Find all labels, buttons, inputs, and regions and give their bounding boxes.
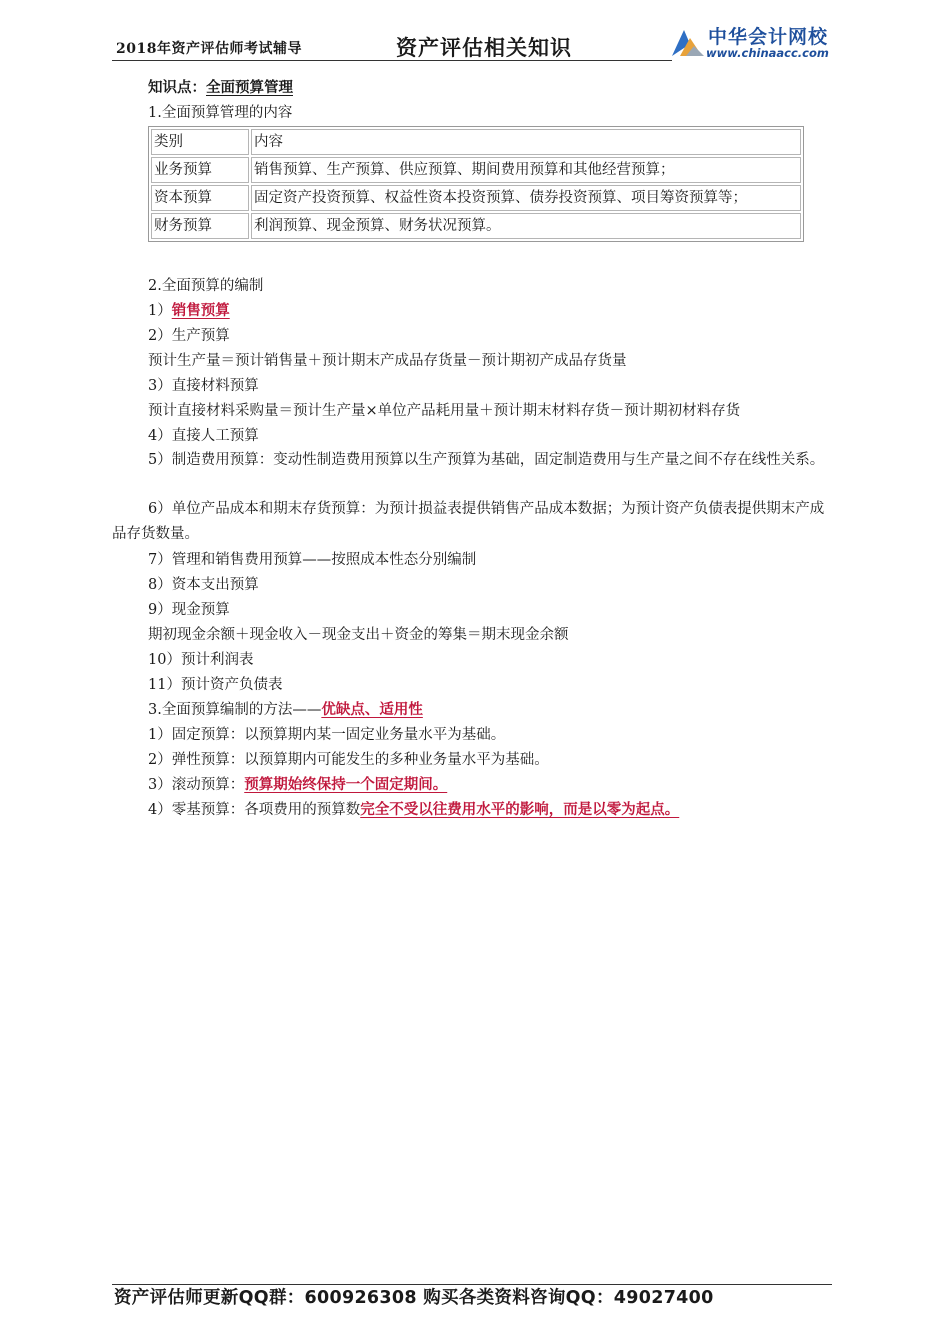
list-item: 6）单位产品成本和期末存货预算：为预计损益表提供销售产品成本数据；为预计资产负债表提供期末产成品存货数量。 — [112, 501, 825, 542]
brand-logo — [668, 22, 844, 62]
heading-2: 2.全面预算的编制 — [148, 278, 264, 294]
list-item — [148, 775, 447, 795]
list-item: 7）管理和销售费用预算——按照成本性态分别编制 — [148, 552, 477, 568]
table-cell: 利润预算、现金预算、财务状况预算。 — [251, 213, 801, 239]
heading-1: 1.全面预算管理的内容 — [148, 105, 293, 121]
list-item: 5）制造费用预算：变动性制造费用预算以生产预算为基础，固定制造费用与生产量之间不存在线性关系。 — [148, 452, 825, 468]
list-item-text: 3）滚动预算： — [148, 777, 245, 793]
table-cell: 业务预算 — [151, 157, 249, 183]
highlight-text: 完全不受以往费用水平的影响，而是以零为起点。 — [360, 801, 680, 818]
formula: 预计直接材料采购量＝预计生产量×单位产品耗用量＋预计期末材料存货－预计期初材料存货 — [148, 403, 741, 419]
table-row — [151, 185, 801, 211]
list-item: 11）预计资产负债表 — [148, 677, 283, 693]
highlight-text: 预算期始终保持一个固定期间。 — [244, 776, 448, 793]
page-header — [112, 22, 840, 62]
list-item-number: 1） — [148, 303, 172, 319]
budget-content-table — [148, 126, 804, 242]
logo-name: 中华会计网校 — [708, 26, 829, 48]
table-header-cell: 类别 — [151, 129, 249, 155]
list-item: 8）资本支出预算 — [148, 577, 259, 593]
table-header-row — [151, 129, 801, 155]
list-item-text: 4）零基预算：各项费用的预算数 — [148, 802, 361, 818]
table-cell: 资本预算 — [151, 185, 249, 211]
logo-mark-icon — [668, 26, 706, 58]
list-item — [148, 301, 230, 321]
list-item: 1）固定预算：以预算期内某一固定业务量水平为基础。 — [148, 727, 506, 743]
heading-3 — [148, 700, 423, 720]
formula: 预计生产量＝预计销售量＋预计期末产成品存货量－预计期初产成品存货量 — [148, 353, 627, 369]
kp-title: 全面预算管理 — [206, 79, 293, 96]
table-cell: 销售预算、生产预算、供应预算、期间费用预算和其他经营预算； — [251, 157, 801, 183]
header-divider — [112, 60, 672, 61]
list-item: 9）现金预算 — [148, 602, 230, 618]
table-cell: 财务预算 — [151, 213, 249, 239]
list-item: 3）直接材料预算 — [148, 378, 259, 394]
table-row — [151, 213, 801, 239]
heading-3-text: 3.全面预算编制的方法—— — [148, 702, 322, 718]
logo-url: www.chinaacc.com — [706, 46, 829, 60]
kp-label: 知识点： — [148, 79, 206, 96]
list-item: 2）弹性预算：以预算期内可能发生的多种业务量水平为基础。 — [148, 752, 549, 768]
list-item: 2）生产预算 — [148, 328, 230, 344]
highlight-text: 优缺点、适用性 — [321, 701, 423, 718]
header-subject-title: 资产评估相关知识 — [396, 35, 572, 60]
table-header-cell: 内容 — [251, 129, 801, 155]
header-exam-label: 2018年资产评估师考试辅导 — [116, 41, 302, 57]
highlight-text: 销售预算 — [171, 302, 230, 319]
footer-contact: 资产评估师更新QQ群：600926308 购买各类资料咨询QQ：49027400 — [114, 1288, 714, 1308]
table-cell: 固定资产投资预算、权益性资本投资预算、债券投资预算、项目筹资预算等； — [251, 185, 801, 211]
formula: 期初现金余额＋现金收入－现金支出＋资金的筹集＝期末现金余额 — [148, 627, 569, 643]
list-item: 10）预计利润表 — [148, 652, 254, 668]
list-item: 4）直接人工预算 — [148, 428, 259, 444]
knowledge-point-heading — [148, 78, 293, 98]
table-row — [151, 157, 801, 183]
list-item — [148, 800, 679, 820]
